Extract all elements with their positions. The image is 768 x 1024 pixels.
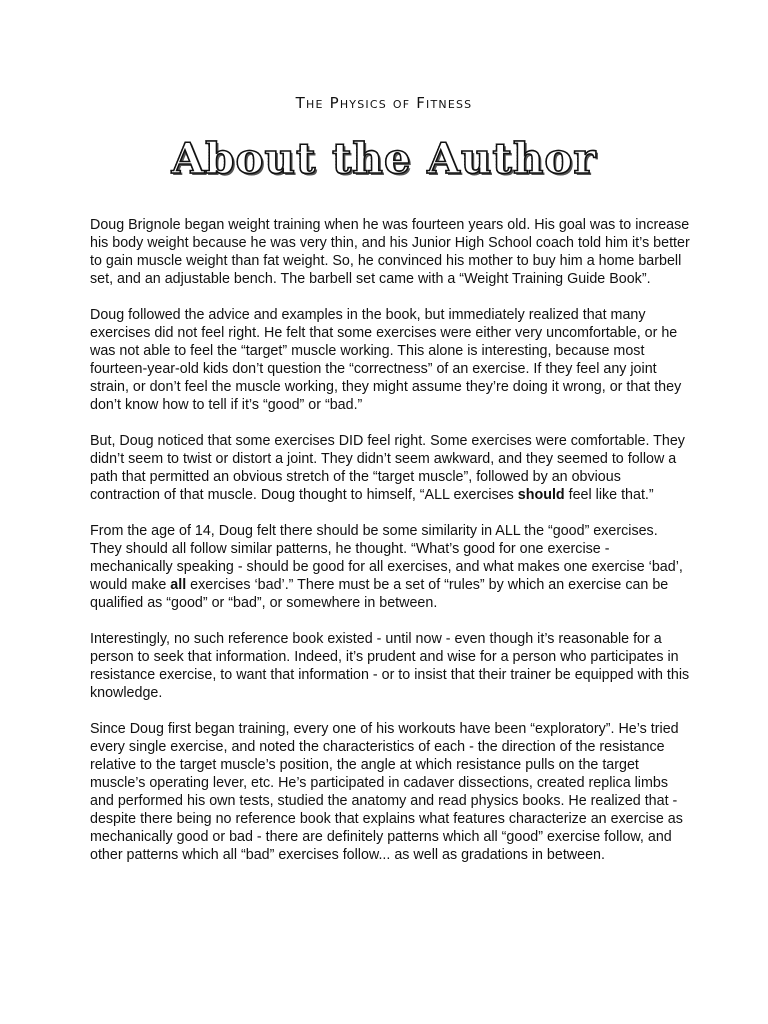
paragraph-4 xyxy=(90,522,690,612)
running-title: The Physics of Fitness xyxy=(295,94,473,112)
paragraph-4-text-after: exercises ‘bad’.” There must be a set of “rules” by which an exercise can be qualified as “good” or “bad”, or somewhere in between. xyxy=(90,577,669,611)
paragraph-2: Doug followed the advice and examples in the book, but immediately realized that many exercises did not feel right. He felt that some exercises were either very uncomfortable, or he was not able to feel the “target” muscle working. This alone is interesting, because most fourteen-year-old kids don’t question the “correctness” of an exercise. If they feel any joint strain, or don’t feel the muscle working, they might assume they’re doing it wrong, or that they don’t know how to tell if it’s “good” or “bad.” xyxy=(90,307,682,413)
paragraph-6: Since Doug first began training, every one of his workouts have been “exploratory”. He’s tried every single exercise, and noted the characteristics of each - the direction of the resistance relative to the target muscle’s position, the angle at which resistance pulls on the target muscle’s operating lever, etc. He’s participated in cadaver dissections, created replica limbs and performed his own tests, studied the anatomy and read physics books. He realized that - despite there being no reference book that explains what features characterize an exercise as mechanically good or bad - there are definitely patterns which all “good” exercise follow, and other patterns which all “bad” exercises follow... as well as gradations in between. xyxy=(90,721,683,863)
page-title: About the Author xyxy=(0,134,768,183)
paragraph-3-text-after: feel like that.” xyxy=(564,487,654,503)
paragraph-5: Interestingly, no such reference book existed - until now - even though it’s reasonable for a person to seek that information. Indeed, it’s prudent and wise for a person who participates in resistance exercise, to want that information - or to insist that their trainer be equipped with this knowledge. xyxy=(90,631,690,701)
paragraph-1: Doug Brignole began weight training when he was fourteen years old. His goal was to increase his body weight because he was very thin, and his Junior High School coach told him it’s better to gain muscle weight than fat weight. So, he convinced his mother to buy him a home barbell set, and an adjustable bench. The barbell set came with a “Weight Training Guide Book”. xyxy=(90,217,690,287)
paragraph-3 xyxy=(90,432,690,504)
paragraph-4-bold-word: all xyxy=(170,577,187,593)
paragraph-3-text-before: But, Doug noticed that some exercises DID feel right. Some exercises were comfortable. They didn’t seem to twist or distort a joint. They didn’t seem awkward, and they seemed to follow a path that permitted an obvious stretch of the “target muscle”, followed by an obvious contraction of that muscle. Doug thought to himself, “ALL exercises xyxy=(90,433,685,503)
paragraph-3-bold-word: should xyxy=(517,487,565,503)
body-text xyxy=(90,216,690,882)
paragraph-4-text-before: From the age of 14, Doug felt there should be some similarity in ALL the “good” exercises. They should all follow similar patterns, he thought. “What’s good for one exercise - mechanically speaking - should be good for all exercises, and what makes one exercise ‘bad’, would make xyxy=(90,523,683,593)
